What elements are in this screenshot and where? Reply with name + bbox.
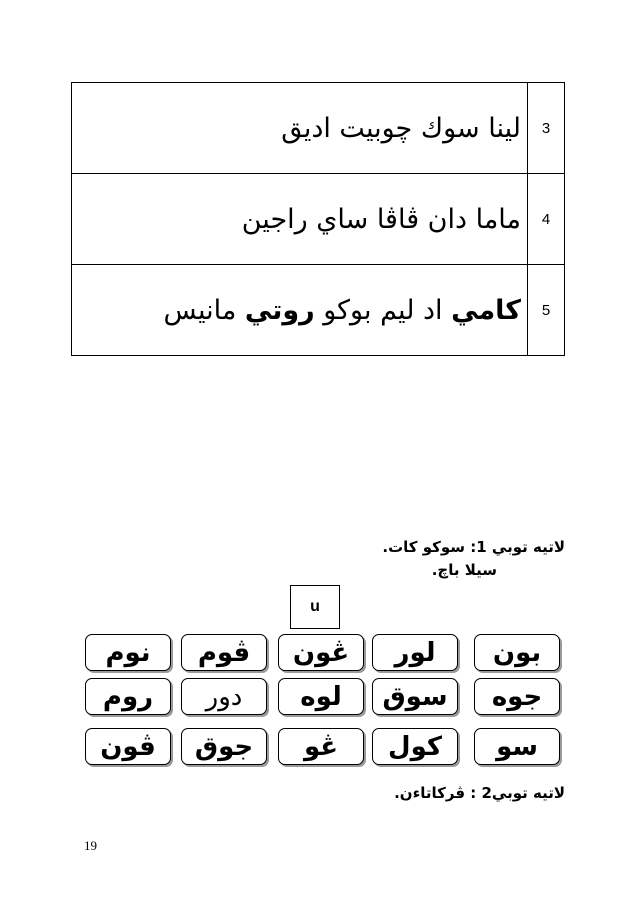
- syllable-card: لور: [372, 634, 458, 671]
- table-row: [72, 265, 564, 356]
- sentence-word: اد ليم بوكو: [314, 295, 452, 326]
- sentence-word: مانيس: [163, 295, 245, 326]
- sentence-table: [71, 82, 565, 356]
- sentence-word-bold: روتي: [244, 295, 315, 326]
- syllable-card: سو: [474, 728, 560, 765]
- sentence-text: ماما دان ڤاڤا ساي راجين: [241, 203, 521, 235]
- row-number: 4: [527, 174, 564, 264]
- syllable-card: نوم: [85, 634, 171, 671]
- syllable-card: ڠو: [278, 728, 364, 765]
- vowel-box: u: [290, 585, 340, 629]
- syllable-card: روم: [85, 678, 171, 715]
- syllable-card: لوه: [278, 678, 364, 715]
- syllable-card: جوه: [474, 678, 560, 715]
- sentence-text: لينا سوك چوبيت اديق: [281, 112, 521, 144]
- exercise-1-title: لاتيه توبي 1: سوكو كات.: [382, 538, 565, 556]
- syllable-card: ڤوم: [181, 634, 267, 671]
- row-number: 3: [527, 83, 564, 173]
- syllable-card: كول: [372, 728, 458, 765]
- syllable-card: سوق: [372, 678, 458, 715]
- syllable-card: ڠون: [278, 634, 364, 671]
- sentence-text: [72, 265, 527, 356]
- syllable-card: بون: [474, 634, 560, 671]
- syllable-card: دور: [181, 678, 267, 715]
- sentence-word-bold: كامي: [451, 295, 521, 326]
- exercise-1-subtitle: سيلا باچ.: [431, 561, 497, 579]
- exercise-2-title: لاتيه توبي2 : ڤركاتاءن.: [394, 784, 565, 802]
- table-row: [72, 174, 564, 265]
- row-number: 5: [527, 265, 564, 356]
- syllable-card: جوق: [181, 728, 267, 765]
- page-number: 19: [84, 838, 97, 853]
- table-row: [72, 83, 564, 174]
- syllable-card-grid: [82, 634, 560, 774]
- syllable-card: ڤون: [85, 728, 171, 765]
